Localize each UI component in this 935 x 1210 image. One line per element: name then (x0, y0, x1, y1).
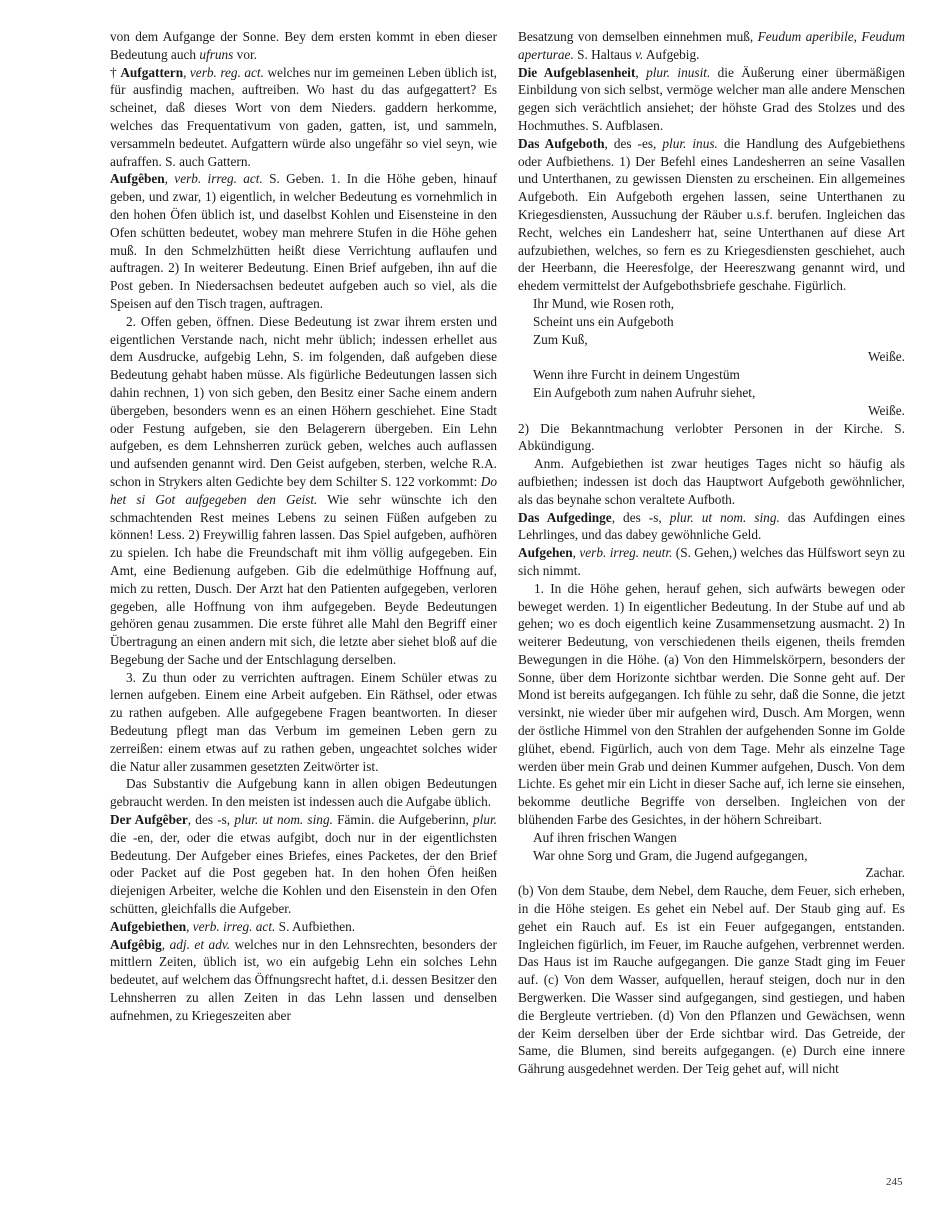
entry-aufgehen: Aufgehen, verb. irreg. neutr. (S. Gehen,) welches das Hülfswort seyn zu sich nimmt. (518, 545, 905, 578)
headword: Das Aufgeboth (518, 135, 605, 151)
verse-line: Auf ihren frischen Wangen (533, 829, 677, 845)
verse-line: Ein Aufgeboth zum nahen Aufruhr siehet, (533, 384, 756, 400)
entry-aufgeben: Aufgêben, verb. irreg. act. S. Geben. 1. In die Höhe geben, hinauf geben, und zwar, 1) eigentlich, in welcher Bedeutung es vornehmlich in den hohen Öfen üblich ist, und daselbst Kohlen und Eisensteine in den Ofen schütten bedeutet, wobey man mehrere Stufen in die Höhe gehen muß. In den Schmelzhütten heißt diese Verrichtung auflaufen und auftragen. 2) In weiterer Bedeutung. Einen Brief aufgeben, ihn auf die Post geben. In Niedersachsen bedeutet aufgeben auch so viel, als die Speisen auf den Tisch tragen, auftragen. (110, 171, 498, 311)
entry-aufgattern: † Aufgattern, verb. reg. act. welches nur im gemeinen Leben üblich ist, für ausfindig machen, auftreiben. Wo hast du das aufgegattert? Es scheinet, daß dieses Wort von dem Nieders. gaddern herkomme, welches das Frequentativum von gaden, gatten, ist, und sammeln, versammeln bedeutet. Aufgattern würde also ungefähr so viel seyn, wie aufraffen. S. auch Gattern. (110, 64, 497, 169)
headword: Aufgêbig (110, 936, 162, 952)
headword: Aufgebiethen (110, 918, 187, 934)
left-column (110, 28, 497, 1025)
headword: Das Aufgedinge (518, 509, 612, 525)
headword: Die Aufgeblasenheit (518, 64, 636, 80)
entry-continuation: Besatzung von demselben einnehmen muß, Feudum aperibile, Feudum aperturae. S. Haltaus v. Aufgebig. (518, 29, 905, 62)
verse-line: Ihr Mund, wie Rosen roth, (533, 295, 675, 311)
headword: Aufgattern (120, 64, 184, 80)
verse-line: Wenn ihre Furcht in deinem Ungestüm (533, 367, 740, 383)
verse-line: War ohne Sorg und Gram, die Jugend aufgegangen, (533, 847, 808, 863)
entry-aufgedinge: Das Aufgedinge, des -s, plur. ut nom. sing. das Aufdingen eines Lehrlinges, und das dabey gewöhnliche Geld. (518, 509, 906, 543)
right-column (518, 28, 905, 1078)
entry-aufgeboth: Das Aufgeboth, des -es, plur. inus. die Handlung des Aufgebiethens oder Aufbiethens. 1) Der Befehl eines Landesherren an seine Vasallen und Unterthanen, zu gewissen Diensten zu erscheinen. Ein allgemeines Aufgeboth. Ein Aufgeboth ergehen lassen, seine Unterthanen zu Kriegesdiensten, Aussuchung der Räuber u.s.f. berufen. Ingleichen das Recht, welches ein Landesherr hat, seine Unterthanen auf diese Art aufzubiethen, welches, so fern es zu Kriegesdiensten geschiehet, auch der Heerbann, die Heeresfolge, der Heereszwang genannt wird, und ehedem vermittelst der Aufgebothsbriefe geschahe. Figürlich. (518, 135, 906, 294)
grammar-note: verb. reg. act. (189, 64, 264, 80)
entry-note: Anm. Aufgebiethen ist zwar heutiges Tages nicht so häufig als aufbiethen; indessen ist doch das Hauptwort Aufgeboth gewöhnlicher, als das beynahe schon veraltete Aufboth. (518, 456, 905, 507)
verse-line: Scheint uns ein Aufgeboth (533, 313, 674, 329)
entry-paragraph: 2. Offen geben, öffnen. Diese Bedeutung ist zwar ihrem ersten und eigentlichen Verstande nach, nicht mehr üblich; indessen erhellet aus dem Ausdrucke, aufgebig Lehn, S. im folgenden, daß aufgeben diese Bedeutung gehabt haben müsse. Als figürliche Bedeutungen lassen sich dahin rechnen, 1) von sich geben, den Besitz einer Sache einem andern übergeben, besonders wenn es an einen Höhern geschiehet. Eine Stadt oder Festung aufgeben, sie den Belagerern übergeben. Ein Lehn aufgeben, es dem Lehnsherren zurück geben, welches auch auflassen und aufsenden genannt wird. Den Geist aufgeben, sterben, welche R.A. schon in Strykers alten Gedichte bey dem Schilter S. 122 vorkommt: Do het si Got aufgegeben den Geist. Wie sehr wünschte ich den schmachtenden Rest meines Lebens zu seinen Füßen aufgeben zu können! Less. 2) Freywillig fahren lassen. Das Spiel aufgeben, aufhören zu spielen. Ich habe die Freundschaft mit ihm völlig aufgegeben. Ein Amt, eine Bedienung aufgeben. Gib die edelmüthige Hoffnung auf, mich zu retten, Dusch. Der Arzt hat den Patienten aufgegeben, verloren gegeben, alle Hoffnung von ihm aufgegeben. Beyde Bedeutungen gehören genau zusammen. Die erste führet alle Mahl den Begriff einer Übertragung an einen andern mit sich, die letzte aber siehet bloß auf die Begebung der Sache und der Entschlagung derselben. (110, 313, 497, 667)
entry-paragraph: 1. In die Höhe gehen, herauf gehen, sich aufwärts bewegen oder beweget werden. 1) In eigentlicher Bedeutung. In der Stube auf und ab gehen; wo es doch eigentlich keine Zusammensetzung ausmacht. 2) In weiterer Bedeutung, von verschiedenen theils eigenen, theils fremden Bewegungen in die Höhe. (a) Von den Himmelskörpern, besonders der Sonne, über dem Horizonte sichtbar werden. Die Sonne geht auf. Der Mond ist bereits aufgegangen. Ich fühle zu sehr, daß die Sonne, die jetzt versinkt, nie wieder über mir aufgehen wird, Dusch. Am Morgen, wenn der östliche Himmel von den Strahlen der aufgehenden Sonne im Golde glühet, ebend. Figürlich, auch von dem Tage. Mehr als einzelne Tage werden über mein Grab und deinen Kummer aufgehen, Dusch. Von dem Lichte. Es gehet mir ein Licht in dieser Sache auf, ich lerne sie einsehen, bekomme deutliche Begriffe von derselben. Ingleichen von der blühenden Farbe des Gesichtes, in der höhern Schreibart. (518, 580, 905, 828)
verse-attribution: Weiße. (868, 402, 905, 418)
verse-attribution: Zachar. (865, 865, 905, 881)
entry-aufgebiethen: Aufgebiethen, verb. irreg. act. S. Aufbiethen. (110, 918, 356, 934)
verse-attribution: Weiße. (868, 349, 905, 365)
entry-continuation: von dem Aufgange der Sonne. Bey dem ersten kommt in eben dieser Bedeutung auch ufruns vor. (110, 29, 497, 62)
entry-paragraph: Das Substantiv die Aufgebung kann in allen obigen Bedeutungen gebraucht werden. In den meisten ist indessen auch die Aufgabe üblich. (110, 776, 497, 810)
headword: Aufgêben (110, 171, 165, 187)
headword: Aufgehen (518, 545, 573, 561)
page-number: 245 (886, 1176, 903, 1188)
entry-aufgebig: Aufgêbig, adj. et adv. welches nur in den Lehnsrechten, besonders der mittlern Zeiten, üblich ist, wo ein aufgebig Lehn ein solches Lehn bedeutet, auf welchem das Öffnungsrecht haftet, d.i. dessen Besitzer den Lehnsherren zu allen Zeiten in das Lehn lassen und denselben aufnehmen, zu Kriegeszeiten aber (110, 936, 497, 1023)
entry-paragraph: (b) Von dem Staube, dem Nebel, dem Rauche, dem Feuer, sich erheben, in die Höhe steigen. Es gehet ein Nebel auf. Der Staub ging auf. Es gehet ein Rauch auf. Es ist ein Feuer aufgegangen, entstanden. Ingleichen figürlich, im Feuer, im Rauche aufgehen, verbrennet werden. Das Haus ist im Rauche aufgegangen. Die ganze Stadt ging im Feuer auf. (c) Von dem Wasser, aufquellen, herauf steigen, doch nur in den Bergwerken. Die Wasser sind aufgegangen, sind gestiegen, und haben die Bergleute vertrieben. (d) Von den Pflanzen und Gewächsen, wenn der Keim derselben über der Erde sichtbar wird. Das Getreide, der Same, die Blumen, sind bereits aufgegangen. (e) Durch eine innere Gährung ausgedehnet werden. Der Teig gehet auf, will nicht (518, 883, 905, 1077)
verse-line: Zum Kuß, (533, 331, 588, 347)
entry-paragraph: 2) Die Bekanntmachung verlobter Personen in der Kirche. S. Abkündigung. (518, 420, 905, 454)
entry-aufgeblasenheit: Die Aufgeblasenheit, plur. inusit. die Äußerung einer übermäßigen Einbildung von sich selbst, vermöge welcher man alle andere Menschen gegen sich verächtlich ansiehet; der höhste Grad des Stolzes und des Hochmuthes. S. Aufblasen. (518, 64, 906, 133)
entry-paragraph: 3. Zu thun oder zu verrichten auftragen. Einem Schüler etwas zu lernen aufgeben. Einem eine Arbeit aufgeben. Ein Räthsel, oder etwas zu rathen aufgeben. Alle aufgegebene Fragen beantworten. In dieser Bedeutung pflegt man das Verbum im gemeinen Leben gern zu zerreißen: einem etwas auf zu rathen geben, ungeachtet solches wider die Natur aller zusammen gesetzten Zeitwörter ist. (110, 669, 497, 774)
entry-aufgeber: Der Aufgêber, des -s, plur. ut nom. sing. Fämin. die Aufgeberinn, plur. die -en, der, oder die etwas aufgibt, doch nur in der eigentlichsten Bedeutung. Der Aufgeber eines Briefes, eines Packetes, der den Brief oder Packet auf die Post gegeben hat. In den hohen Öfen heißen diejenigen Arbeiter, welche die Kohlen und den Eisenstein in den Ofen schütten, gleichfalls die Aufgeber. (110, 812, 498, 917)
grammar-note: verb. irreg. act. (174, 171, 263, 187)
headword: Der Aufgêber (110, 812, 188, 828)
